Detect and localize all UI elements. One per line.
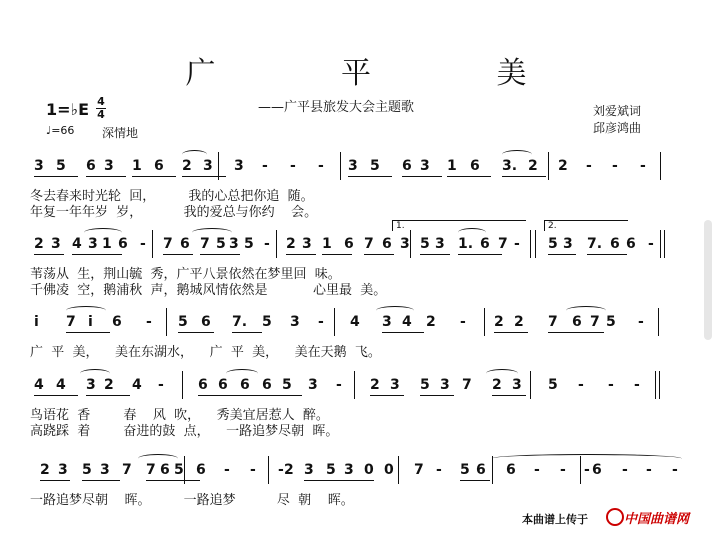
score-note: - <box>648 236 654 252</box>
score-note: 3 <box>88 236 98 252</box>
bar-line <box>655 371 656 399</box>
score-note: 7 <box>66 314 76 330</box>
beam-underline <box>502 176 546 177</box>
score-note: - <box>560 462 566 478</box>
score-note: 5 <box>370 158 380 174</box>
lyric-line: 冬去春来时光轮 回， 我的心总把你追 随。 <box>30 189 314 204</box>
beam-underline <box>587 254 627 255</box>
score-note: 1 <box>447 158 457 174</box>
beam-underline <box>72 254 122 255</box>
score-note: - <box>608 377 614 393</box>
lyricist-credit: 刘爱斌词 <box>593 104 642 118</box>
score-note: 6 <box>118 236 128 252</box>
bar-line <box>410 230 411 258</box>
score-note: 2 <box>558 158 568 174</box>
score-note: - <box>318 158 324 174</box>
score-note: - <box>622 462 628 478</box>
slur-mark <box>84 228 122 237</box>
score-note: 0 <box>364 462 374 478</box>
beam-underline <box>86 176 126 177</box>
score-note: 7 <box>200 236 210 252</box>
score-note: 3 <box>348 158 358 174</box>
score-note: 3 <box>104 158 114 174</box>
score-note: 3 <box>382 314 392 330</box>
site-logo-text[interactable]: 中国曲谱网 <box>624 512 690 527</box>
beam-underline <box>348 176 392 177</box>
score-note: 6 <box>198 377 208 393</box>
beam-underline <box>200 254 240 255</box>
bar-line <box>548 152 549 180</box>
score-note: 4 <box>402 314 412 330</box>
score-note: 7 <box>498 236 508 252</box>
lyric-line: 苇荡从 生，荆山毓 秀，广平八景依然在梦里回 味。 <box>30 267 341 282</box>
bar-line <box>659 371 660 399</box>
bar-line <box>166 308 167 336</box>
beam-underline <box>232 332 262 333</box>
beam-underline <box>160 480 200 481</box>
bar-line <box>152 230 153 258</box>
score-note: 1. <box>458 236 474 252</box>
beam-underline <box>402 176 442 177</box>
score-note: 6 <box>218 377 228 393</box>
score-note: 5 <box>262 314 272 330</box>
score-note: 7 <box>163 236 173 252</box>
score-note: 6 <box>86 158 96 174</box>
score-note: 6 <box>402 158 412 174</box>
score-note: 6 <box>626 236 636 252</box>
time-signature <box>96 96 106 121</box>
score-note: 2 <box>182 158 192 174</box>
score-note: 6 <box>262 377 272 393</box>
volta-bracket: 2. <box>544 220 628 231</box>
slur-mark <box>80 369 110 378</box>
bar-line <box>334 308 335 336</box>
song-subtitle: ——广平县旅发大会主题歌 <box>258 100 415 115</box>
slur-mark <box>182 150 207 159</box>
score-note: 3 <box>308 377 318 393</box>
key-signature: 1=♭E <box>46 100 90 119</box>
beam-underline <box>34 395 78 396</box>
score-note: 6 <box>476 462 486 478</box>
score-note: 3 <box>58 462 68 478</box>
score-note: 6 <box>180 236 190 252</box>
score-note: 7. <box>232 314 248 330</box>
score-note: 1 <box>322 236 332 252</box>
time-signature-top: 4 <box>97 95 105 108</box>
score-note: i <box>34 314 39 330</box>
score-note: - <box>634 377 640 393</box>
score-note: - <box>146 314 152 330</box>
beam-underline <box>262 395 302 396</box>
score-note: 2 <box>104 377 114 393</box>
score-note: - <box>336 377 342 393</box>
site-logo-icon <box>606 508 624 526</box>
bar-line <box>340 152 341 180</box>
beam-underline <box>66 332 110 333</box>
score-note: - <box>264 236 270 252</box>
score-note: i <box>88 314 93 330</box>
score-note: 6 <box>196 462 206 478</box>
slur-mark <box>138 454 178 463</box>
score-note: 5 <box>82 462 92 478</box>
score-note: - <box>278 462 284 478</box>
score-note: 7 <box>122 462 132 478</box>
score-note: 7. <box>587 236 603 252</box>
score-note: 7 <box>146 462 156 478</box>
score-note: 3 <box>420 158 430 174</box>
beam-underline <box>420 395 454 396</box>
score-note: - <box>584 462 590 478</box>
bar-line <box>658 308 659 336</box>
beam-underline <box>163 254 193 255</box>
score-note: 2 <box>40 462 50 478</box>
bar-line <box>268 456 269 484</box>
beam-underline <box>370 395 404 396</box>
score-note: 4 <box>34 377 44 393</box>
score-note: - <box>250 462 256 478</box>
beam-underline <box>82 480 120 481</box>
slur-mark <box>486 369 518 378</box>
bar-line <box>276 230 277 258</box>
score-note: 7 <box>462 377 472 393</box>
beam-underline <box>34 176 78 177</box>
bar-line <box>660 230 661 258</box>
score-note: 6 <box>112 314 122 330</box>
score-note: 2 <box>426 314 436 330</box>
score-note: 6 <box>160 462 170 478</box>
bar-line <box>398 456 399 484</box>
score-note: 5 <box>460 462 470 478</box>
beam-underline <box>304 480 348 481</box>
bar-line <box>664 230 665 258</box>
score-note: 4 <box>350 314 360 330</box>
bar-line <box>660 152 661 180</box>
score-note: 6 <box>344 236 354 252</box>
score-note: 4 <box>72 236 82 252</box>
score-note: - <box>586 158 592 174</box>
score-note: 5 <box>244 236 254 252</box>
score-note: 7 <box>364 236 374 252</box>
score-note: 2 <box>286 236 296 252</box>
beam-underline <box>382 332 424 333</box>
beam-underline <box>198 395 264 396</box>
score-note: - <box>638 314 644 330</box>
score-note: - <box>534 462 540 478</box>
score-note: 3 <box>440 377 450 393</box>
score-note: 3 <box>512 377 522 393</box>
score-note: - <box>612 158 618 174</box>
beam-underline <box>132 176 176 177</box>
score-note: 3 <box>435 236 445 252</box>
beam-underline <box>178 332 214 333</box>
score-note: 3 <box>34 158 44 174</box>
score-note: 3. <box>502 158 518 174</box>
score-note: 3 <box>290 314 300 330</box>
score-note: - <box>224 462 230 478</box>
score-note: 6 <box>154 158 164 174</box>
score-note: - <box>578 377 584 393</box>
song-title: 广 平 美 <box>185 56 585 91</box>
beam-underline <box>460 480 490 481</box>
score-note: 2 <box>494 314 504 330</box>
slur-mark <box>226 369 258 378</box>
score-note: 6 <box>201 314 211 330</box>
score-note: 5 <box>178 314 188 330</box>
expression-marking: 深情地 <box>102 126 139 140</box>
bar-line <box>182 371 183 399</box>
score-note: 5 <box>56 158 66 174</box>
beam-underline <box>322 254 352 255</box>
score-note: - <box>318 314 324 330</box>
score-note: 7 <box>548 314 558 330</box>
score-note: 3 <box>344 462 354 478</box>
score-note: - <box>646 462 652 478</box>
beam-underline <box>34 254 64 255</box>
score-note: 0 <box>384 462 394 478</box>
score-note: 3 <box>563 236 573 252</box>
slur-mark <box>192 228 232 237</box>
score-note: 6 <box>592 462 602 478</box>
beam-underline <box>86 395 130 396</box>
score-note: - <box>262 158 268 174</box>
beam-underline <box>458 254 502 255</box>
score-note: 3 <box>86 377 96 393</box>
beam-underline <box>182 176 226 177</box>
score-note: 3 <box>229 236 239 252</box>
beam-underline <box>548 254 576 255</box>
score-note: - <box>436 462 442 478</box>
score-note: 7 <box>414 462 424 478</box>
score-note: 3 <box>51 236 61 252</box>
bar-line <box>530 230 531 258</box>
score-note: 5 <box>326 462 336 478</box>
lyric-line: 千佛凌 空，鹅浦秋 声，鹅城风情依然是 心里最 美。 <box>30 283 387 298</box>
lyric-line: 广 平 美， 美在东湖水， 广 平 美， 美在天鹅 飞。 <box>30 345 381 360</box>
score-note: - <box>672 462 678 478</box>
beam-underline <box>420 254 450 255</box>
score-note: 3 <box>203 158 213 174</box>
bar-line <box>535 230 536 258</box>
score-note: 5 <box>420 236 430 252</box>
beam-underline <box>344 480 374 481</box>
score-note: 5 <box>282 377 292 393</box>
score-note: 2 <box>528 158 538 174</box>
scrollbar-edge[interactable] <box>704 220 712 340</box>
score-note: 4 <box>56 377 66 393</box>
score-note: - <box>290 158 296 174</box>
score-note: 3 <box>400 236 410 252</box>
score-note: 5 <box>174 462 184 478</box>
composer-credit: 邱彦鸿曲 <box>593 121 642 135</box>
beam-underline <box>548 332 604 333</box>
upload-caption: 本曲谱上传于 <box>522 513 588 526</box>
score-note: - <box>640 158 646 174</box>
score-note: 7 <box>590 314 600 330</box>
score-note: 5 <box>548 236 558 252</box>
tempo-marking: ♩=66 <box>46 124 75 137</box>
slur-mark <box>376 306 414 315</box>
score-note: 2 <box>34 236 44 252</box>
score-note: 2 <box>514 314 524 330</box>
lyric-line: 鸟语花 香 春 风 吹， 秀美宜居惹人 醉。 <box>30 408 329 423</box>
score-note: 5 <box>216 236 226 252</box>
score-note: 3 <box>302 236 312 252</box>
beam-underline <box>447 176 491 177</box>
score-note: 1 <box>132 158 142 174</box>
score-note: - <box>140 236 146 252</box>
lyric-line: 一路追梦尽朝 晖。 一路追梦 尽 朝 晖。 <box>30 493 354 508</box>
bar-line <box>354 371 355 399</box>
score-note: 2 <box>370 377 380 393</box>
score-note: 3 <box>100 462 110 478</box>
score-note: 4 <box>132 377 142 393</box>
bar-line <box>530 371 531 399</box>
score-note: - <box>158 377 164 393</box>
time-signature-bottom: 4 <box>97 108 105 121</box>
score-note: 6 <box>506 462 516 478</box>
slur-mark <box>66 306 106 315</box>
lyric-line: 年复一年年岁 岁， 我的爱总与你约 会。 <box>30 205 318 220</box>
score-note: 3 <box>304 462 314 478</box>
score-note: 5 <box>420 377 430 393</box>
score-note: 5 <box>548 377 558 393</box>
score-note: 6 <box>572 314 582 330</box>
score-note: 2 <box>492 377 502 393</box>
score-note: - <box>460 314 466 330</box>
score-note: 6 <box>610 236 620 252</box>
score-note: 3 <box>390 377 400 393</box>
volta-bracket: 1. <box>392 220 526 231</box>
beam-underline <box>494 332 528 333</box>
slur-mark <box>492 454 682 463</box>
bar-line <box>484 308 485 336</box>
lyric-line: 高跷踩 着 奋进的鼓 点， 一路追梦尽朝 晖。 <box>30 424 339 439</box>
score-note: 6 <box>470 158 480 174</box>
beam-underline <box>364 254 394 255</box>
beam-underline <box>492 395 526 396</box>
score-note: - <box>514 236 520 252</box>
score-note: 3 <box>234 158 244 174</box>
score-note: 6 <box>240 377 250 393</box>
beam-underline <box>40 480 70 481</box>
slur-mark <box>502 150 532 159</box>
score-note: 2 <box>284 462 294 478</box>
score-note: 5 <box>606 314 616 330</box>
slur-mark <box>566 306 606 315</box>
score-note: 6 <box>382 236 392 252</box>
score-note: 6 <box>480 236 490 252</box>
beam-underline <box>286 254 316 255</box>
score-note: 1 <box>102 236 112 252</box>
